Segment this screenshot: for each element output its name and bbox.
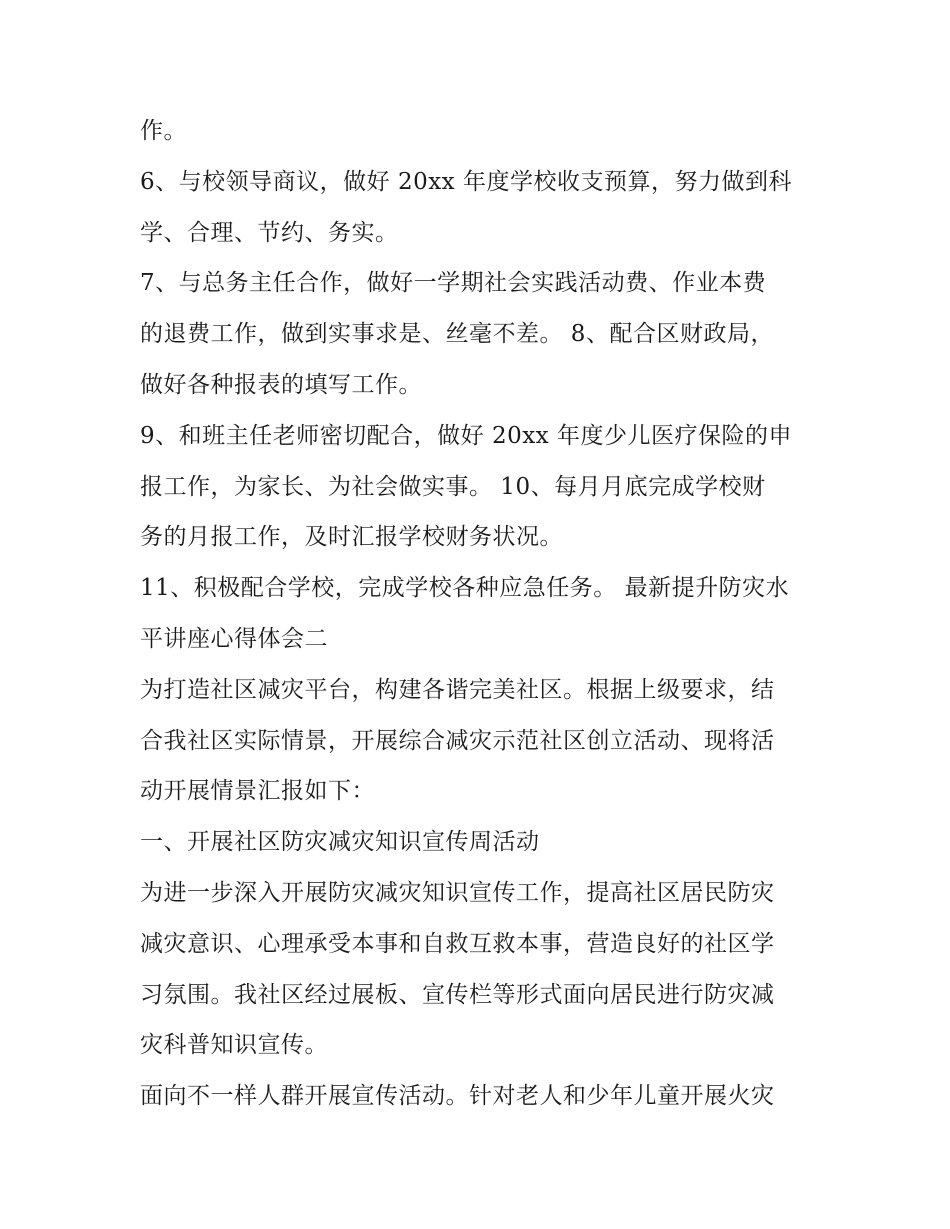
text-line: 做好各种报表的填写工作。 [140, 371, 422, 398]
text-line: 习氛围。我社区经过展板、宣传栏等形式面向居民进行防灾减 [140, 981, 775, 1008]
text-line: 务的月报工作，及时汇报学校财务状况。 [140, 524, 563, 551]
text-line: 7、与总务主任合作，做好一学期社会实践活动费、作业本费 [140, 270, 767, 297]
text-line: 灾科普知识宣传。 [140, 1032, 328, 1059]
text-line: 平讲座心得体会二 [140, 625, 328, 652]
text-line: 学、合理、节约、务实。 [140, 219, 399, 246]
text-line: 面向不一样人群开展宣传活动。针对老人和少年儿童开展火灾 [140, 1083, 775, 1110]
text-line: 6、与校领导商议，做好 20xx 年度学校收支预算，努力做到科 [140, 168, 792, 195]
text-line: 作。 [140, 118, 187, 144]
section-heading: 一、开展社区防灾减灾知识宣传周活动 [140, 829, 540, 856]
text-line: 为进一步深入开展防灾减灾知识宣传工作，提高社区居民防灾 [140, 879, 775, 906]
text-line: 9、和班主任老师密切配合，做好 20xx 年度少儿医疗保险的申 [140, 422, 792, 449]
text-line: 动开展情景汇报如下： [140, 778, 375, 805]
text-line: 减灾意识、心理承受本事和自救互救本事，营造良好的社区学 [140, 930, 775, 957]
text-line: 11、积极配合学校，完成学校各种应急任务。 最新提升防灾水 [140, 575, 790, 602]
text-line: 报工作，为家长、为社会做实事。 10、每月月底完成学校财 [140, 473, 766, 500]
text-line: 的退费工作，做到实事求是、丝毫不差。 8、配合区财政局， [140, 321, 774, 348]
body-text [140, 106, 820, 1122]
text-line: 为打造社区减灾平台，构建各谐完美社区。根据上级要求，结 [140, 676, 775, 703]
text-line: 合我社区实际情景，开展综合减灾示范社区创立活动、现将活 [140, 727, 775, 754]
